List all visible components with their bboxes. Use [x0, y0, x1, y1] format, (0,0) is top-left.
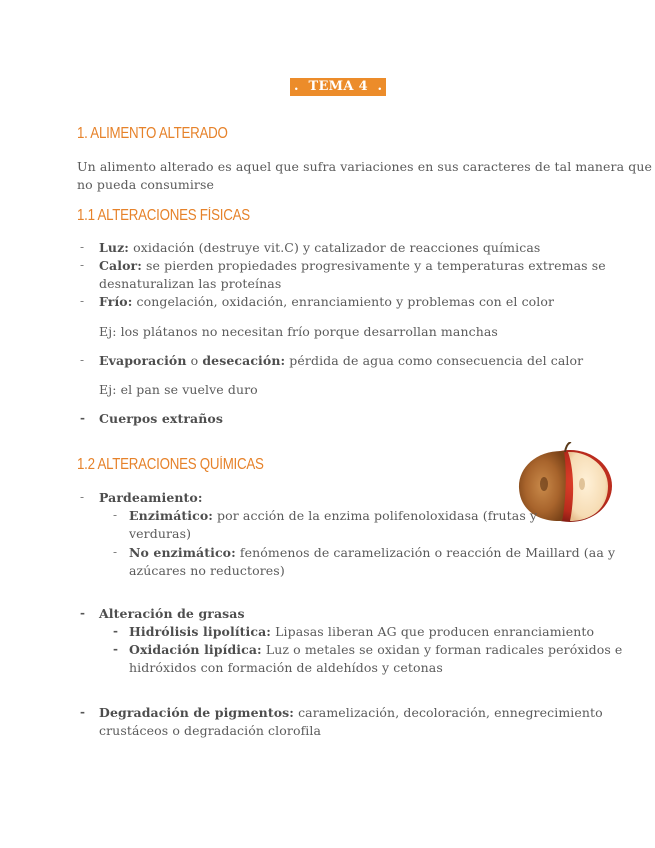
bullet-dash: -: [113, 545, 118, 559]
bullet-dash: -: [113, 642, 118, 656]
bullet-dash: -: [113, 508, 118, 522]
heading-alimento-alterado: 1. ALIMENTO ALTERADO: [77, 125, 228, 142]
item-calor-label: Calor:: [99, 258, 142, 273]
item-calor-text-2: desnaturalizan las proteínas: [99, 276, 282, 291]
item-evaporacion: [99, 352, 583, 370]
item-hidrolisis: [129, 623, 594, 641]
intro-line-1: Un alimento alterado es aquel que sufra variaciones en sus caracteres de tal manera que: [77, 159, 652, 174]
item-degradacion-text-2: crustáceos o degradación clorofila: [99, 723, 322, 738]
item-cuerpos-extranos: Cuerpos extraños: [99, 411, 223, 426]
bullet-dash: -: [80, 490, 85, 504]
bullet-dash: -: [80, 258, 85, 272]
item-oxidacion-label: Oxidación lipídica:: [129, 642, 262, 657]
bullet-dash: -: [113, 624, 118, 638]
bullet-dash: -: [80, 240, 85, 254]
item-enzimatico-text-2: verduras): [129, 526, 192, 541]
item-luz: [99, 239, 540, 257]
item-luz-text: oxidación (destruye vit.C) y catalizador de reacciones químicas: [129, 240, 541, 255]
item-calor: [99, 257, 606, 275]
item-hidrolisis-text: Lipasas liberan AG que producen enranciamiento: [271, 624, 595, 639]
intro-line-2: no pueda consumirse: [77, 177, 215, 192]
item-degradacion-text: caramelización, decoloración, ennegrecimiento: [294, 705, 603, 720]
heading-alteraciones-quimicas: 1.2 ALTERACIONES QUÍMICAS: [77, 456, 264, 473]
item-frio-text: congelación, oxidación, enranciamiento y problemas con el color: [132, 294, 555, 309]
item-pardeamiento: Pardeamiento:: [99, 490, 203, 505]
item-enzimatico-text: por acción de la enzima polifenoloxidasa (frutas y: [212, 508, 538, 523]
bullet-dash: -: [80, 353, 85, 367]
item-degradacion-label: Degradación de pigmentos:: [99, 705, 294, 720]
item-hidrolisis-label: Hidrólisis lipolítica:: [129, 624, 272, 639]
example-frio: Ej: los plátanos no necesitan frío porque desarrollan manchas: [99, 324, 498, 339]
item-no-enzimatico-text: fenómenos de caramelización o reacción de Maillard (aa y: [235, 545, 616, 560]
item-oxidacion-text: Luz o metales se oxidan y forman radicales peróxidos e: [261, 642, 623, 657]
item-alteracion-grasas: Alteración de grasas: [99, 606, 245, 621]
item-evap-label-2: desecación:: [202, 353, 286, 368]
item-no-enzimatico: [129, 544, 615, 562]
item-evap-mid: o: [186, 353, 203, 368]
bullet-dash: -: [80, 606, 85, 620]
item-luz-label: Luz:: [99, 240, 129, 255]
item-no-enzimatico-text-2: azúcares no reductores): [129, 563, 285, 578]
item-oxidacion-text-2: hidróxidos con formación de aldehídos y cetonas: [129, 660, 443, 675]
bullet-dash: -: [80, 705, 85, 719]
item-frio-label: Frío:: [99, 294, 133, 309]
item-evap-text: pérdida de agua como consecuencia del calor: [285, 353, 584, 368]
item-oxidacion: [129, 641, 622, 659]
heading-alteraciones-fisicas: 1.1 ALTERACIONES FÍSICAS: [77, 207, 250, 224]
tema-badge: . TEMA 4 .: [290, 78, 386, 96]
bullet-dash: -: [80, 411, 85, 425]
item-enzimatico: [129, 507, 537, 525]
bullet-dash: -: [80, 294, 85, 308]
item-frio: [99, 293, 554, 311]
item-enzimatico-label: Enzimático:: [129, 508, 213, 523]
example-evaporacion: Ej: el pan se vuelve duro: [99, 382, 258, 397]
item-degradacion-pigmentos: [99, 704, 603, 722]
item-evap-label: Evaporación: [99, 353, 187, 368]
item-calor-text: se pierden propiedades progresivamente y a temperaturas extremas se: [141, 258, 606, 273]
item-no-enzimatico-label: No enzimático:: [129, 545, 236, 560]
